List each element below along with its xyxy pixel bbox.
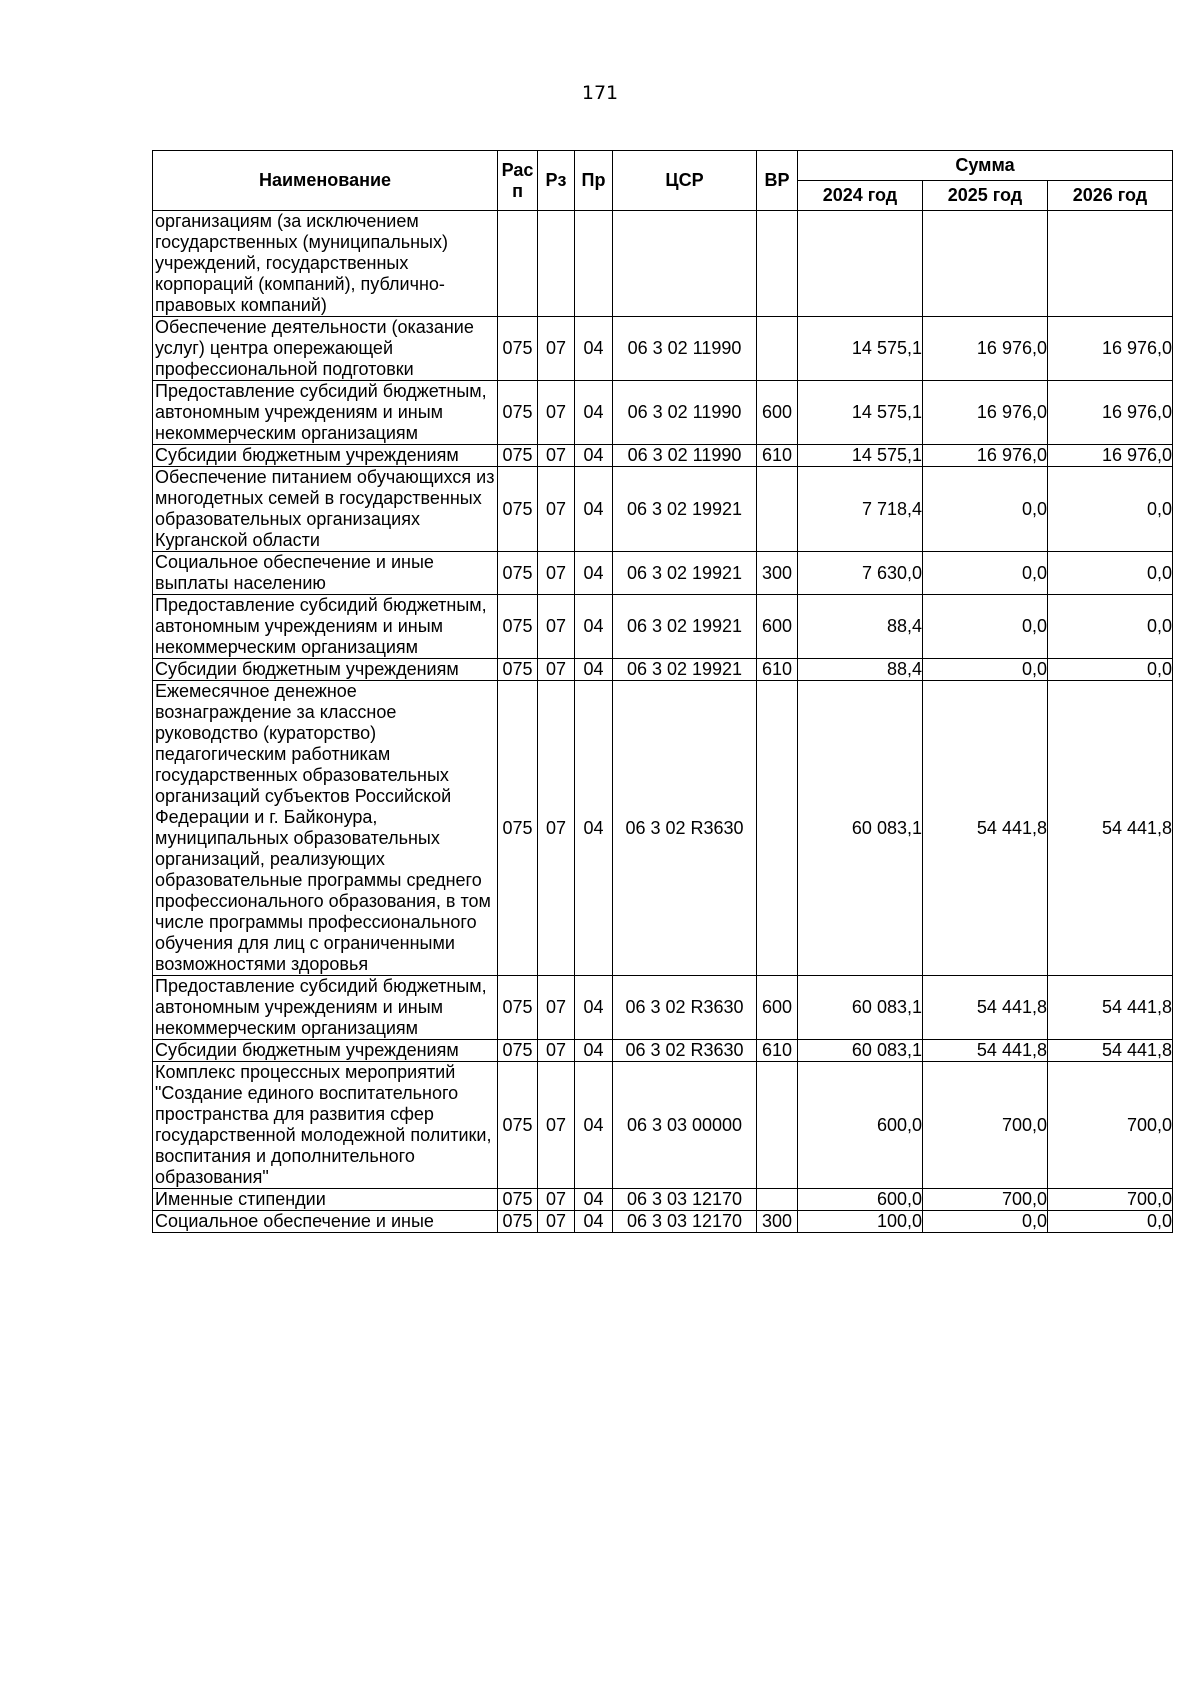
cell-name: организациям (за исключением государственных (муниципальных) учреждений, государственных корпораций (компаний), публично-правовых компаний) [153,211,498,317]
cell-name: Именные стипендии [153,1189,498,1211]
table-row [153,659,1173,681]
cell-csr: 06 3 02 19921 [613,467,757,552]
cell-sum-2025: 0,0 [923,595,1048,659]
cell-rz: 07 [538,595,575,659]
cell-sum-2024: 88,4 [798,595,923,659]
page-number: 171 [581,82,619,104]
cell-name: Обеспечение питанием обучающихся из многодетных семей в государственных образовательных организациях Курганской области [153,467,498,552]
cell-sum-2024: 14 575,1 [798,317,923,381]
header-pr: Пр [575,151,613,211]
cell-vr: 610 [757,445,798,467]
cell-pr: 04 [575,1211,613,1233]
cell-csr: 06 3 02 R3630 [613,681,757,976]
cell-sum-2026: 54 441,8 [1048,681,1173,976]
cell-sum-2026: 0,0 [1048,659,1173,681]
cell-vr [757,211,798,317]
cell-csr: 06 3 02 R3630 [613,976,757,1040]
table-row [153,1211,1173,1233]
table-body [153,211,1173,1233]
cell-pr: 04 [575,681,613,976]
cell-csr: 06 3 02 11990 [613,317,757,381]
cell-csr: 06 3 03 12170 [613,1211,757,1233]
cell-csr: 06 3 02 19921 [613,595,757,659]
cell-csr: 06 3 03 00000 [613,1062,757,1189]
cell-rasp: 075 [498,467,538,552]
cell-name: Ежемесячное денежное вознаграждение за классное руководство (кураторство) педагогическим работникам государственных образовательных организаций субъектов Российской Федерации и г. Байконура, муниципальных образовательных организаций, реализующих образовательные программы среднего профессионального образования, в том числе программы профессионального обучения для лиц с ограниченными возможностями здоровья [153,681,498,976]
cell-sum-2025: 700,0 [923,1062,1048,1189]
cell-rasp: 075 [498,595,538,659]
cell-sum-2024: 88,4 [798,659,923,681]
cell-sum-2024: 600,0 [798,1189,923,1211]
cell-sum-2025: 16 976,0 [923,381,1048,445]
cell-sum-2026: 0,0 [1048,552,1173,595]
cell-vr [757,1062,798,1189]
cell-sum-2026 [1048,211,1173,317]
cell-rasp: 075 [498,1062,538,1189]
cell-rz: 07 [538,381,575,445]
cell-rz: 07 [538,1062,575,1189]
cell-rz: 07 [538,445,575,467]
header-year-2026: 2026 год [1048,181,1173,211]
cell-rasp: 075 [498,381,538,445]
cell-pr: 04 [575,445,613,467]
header-vr: ВР [757,151,798,211]
cell-rasp: 075 [498,1211,538,1233]
cell-pr: 04 [575,552,613,595]
cell-sum-2024: 100,0 [798,1211,923,1233]
cell-vr: 600 [757,381,798,445]
cell-sum-2025: 16 976,0 [923,317,1048,381]
cell-name: Социальное обеспечение и иные выплаты населению [153,552,498,595]
cell-name: Комплекс процессных мероприятий "Создание единого воспитательного пространства для развития сфер государственной молодежной политики, воспитания и дополнительного образования" [153,1062,498,1189]
cell-rasp: 075 [498,976,538,1040]
cell-pr [575,211,613,317]
cell-sum-2025: 0,0 [923,552,1048,595]
header-year-2024: 2024 год [798,181,923,211]
cell-rz: 07 [538,1211,575,1233]
cell-sum-2025: 54 441,8 [923,681,1048,976]
cell-rz: 07 [538,1189,575,1211]
cell-vr: 300 [757,552,798,595]
cell-name: Субсидии бюджетным учреждениям [153,1040,498,1062]
cell-sum-2024: 600,0 [798,1062,923,1189]
table-header [153,151,1173,211]
cell-pr: 04 [575,381,613,445]
cell-rasp: 075 [498,1189,538,1211]
cell-rz: 07 [538,681,575,976]
table-row [153,552,1173,595]
cell-sum-2025 [923,211,1048,317]
cell-rz: 07 [538,552,575,595]
cell-sum-2025: 54 441,8 [923,1040,1048,1062]
cell-rasp: 075 [498,552,538,595]
cell-rasp: 075 [498,1040,538,1062]
table-row [153,595,1173,659]
cell-rasp: 075 [498,317,538,381]
cell-vr [757,467,798,552]
cell-sum-2026: 54 441,8 [1048,1040,1173,1062]
cell-vr: 610 [757,659,798,681]
table-row [153,1189,1173,1211]
cell-csr [613,211,757,317]
cell-pr: 04 [575,976,613,1040]
cell-csr: 06 3 02 11990 [613,445,757,467]
cell-sum-2025: 16 976,0 [923,445,1048,467]
cell-rz: 07 [538,467,575,552]
cell-sum-2026: 16 976,0 [1048,445,1173,467]
cell-csr: 06 3 02 R3630 [613,1040,757,1062]
table-row [153,381,1173,445]
cell-rasp [498,211,538,317]
cell-pr: 04 [575,317,613,381]
cell-pr: 04 [575,467,613,552]
table-row [153,445,1173,467]
cell-rasp: 075 [498,445,538,467]
cell-pr: 04 [575,1040,613,1062]
cell-sum-2026: 0,0 [1048,467,1173,552]
cell-sum-2026: 16 976,0 [1048,381,1173,445]
cell-sum-2024: 14 575,1 [798,381,923,445]
cell-sum-2026: 0,0 [1048,595,1173,659]
cell-sum-2026: 54 441,8 [1048,976,1173,1040]
header-year-2025: 2025 год [923,181,1048,211]
table-row [153,681,1173,976]
cell-name: Социальное обеспечение и иные [153,1211,498,1233]
cell-rz [538,211,575,317]
header-sum: Сумма [798,151,1173,181]
cell-pr: 04 [575,1189,613,1211]
cell-vr: 300 [757,1211,798,1233]
cell-sum-2025: 700,0 [923,1189,1048,1211]
cell-name: Предоставление субсидий бюджетным, автономным учреждениям и иным некоммерческим организациям [153,595,498,659]
cell-sum-2026: 16 976,0 [1048,317,1173,381]
cell-rz: 07 [538,1040,575,1062]
cell-pr: 04 [575,595,613,659]
cell-name: Предоставление субсидий бюджетным, автономным учреждениям и иным некоммерческим организациям [153,976,498,1040]
header-name: Наименование [153,151,498,211]
cell-rz: 07 [538,659,575,681]
table-row [153,1062,1173,1189]
cell-csr: 06 3 03 12170 [613,1189,757,1211]
cell-sum-2024: 7 718,4 [798,467,923,552]
cell-csr: 06 3 02 19921 [613,659,757,681]
cell-pr: 04 [575,659,613,681]
cell-vr [757,681,798,976]
cell-sum-2026: 700,0 [1048,1062,1173,1189]
cell-pr: 04 [575,1062,613,1189]
cell-vr [757,1189,798,1211]
cell-rz: 07 [538,317,575,381]
cell-vr: 600 [757,595,798,659]
cell-sum-2026: 700,0 [1048,1189,1173,1211]
cell-name: Предоставление субсидий бюджетным, автономным учреждениям и иным некоммерческим организациям [153,381,498,445]
cell-vr: 610 [757,1040,798,1062]
cell-sum-2025: 0,0 [923,467,1048,552]
cell-sum-2024: 60 083,1 [798,1040,923,1062]
header-rz: Рз [538,151,575,211]
cell-sum-2024: 14 575,1 [798,445,923,467]
cell-sum-2025: 54 441,8 [923,976,1048,1040]
table-row [153,1040,1173,1062]
cell-sum-2026: 0,0 [1048,1211,1173,1233]
cell-sum-2024: 60 083,1 [798,681,923,976]
table-row [153,317,1173,381]
cell-name: Обеспечение деятельности (оказание услуг) центра опережающей профессиональной подготовки [153,317,498,381]
cell-csr: 06 3 02 19921 [613,552,757,595]
cell-vr [757,317,798,381]
cell-sum-2024: 7 630,0 [798,552,923,595]
cell-sum-2024: 60 083,1 [798,976,923,1040]
header-rasp: Рас п [498,151,538,211]
table-row [153,211,1173,317]
header-csr: ЦСР [613,151,757,211]
cell-rasp: 075 [498,659,538,681]
cell-sum-2025: 0,0 [923,1211,1048,1233]
cell-vr: 600 [757,976,798,1040]
cell-rz: 07 [538,976,575,1040]
cell-rasp: 075 [498,681,538,976]
table-row [153,467,1173,552]
cell-name: Субсидии бюджетным учреждениям [153,659,498,681]
cell-name: Субсидии бюджетным учреждениям [153,445,498,467]
table-row [153,976,1173,1040]
cell-sum-2025: 0,0 [923,659,1048,681]
cell-csr: 06 3 02 11990 [613,381,757,445]
cell-sum-2024 [798,211,923,317]
budget-table [152,150,1173,1233]
